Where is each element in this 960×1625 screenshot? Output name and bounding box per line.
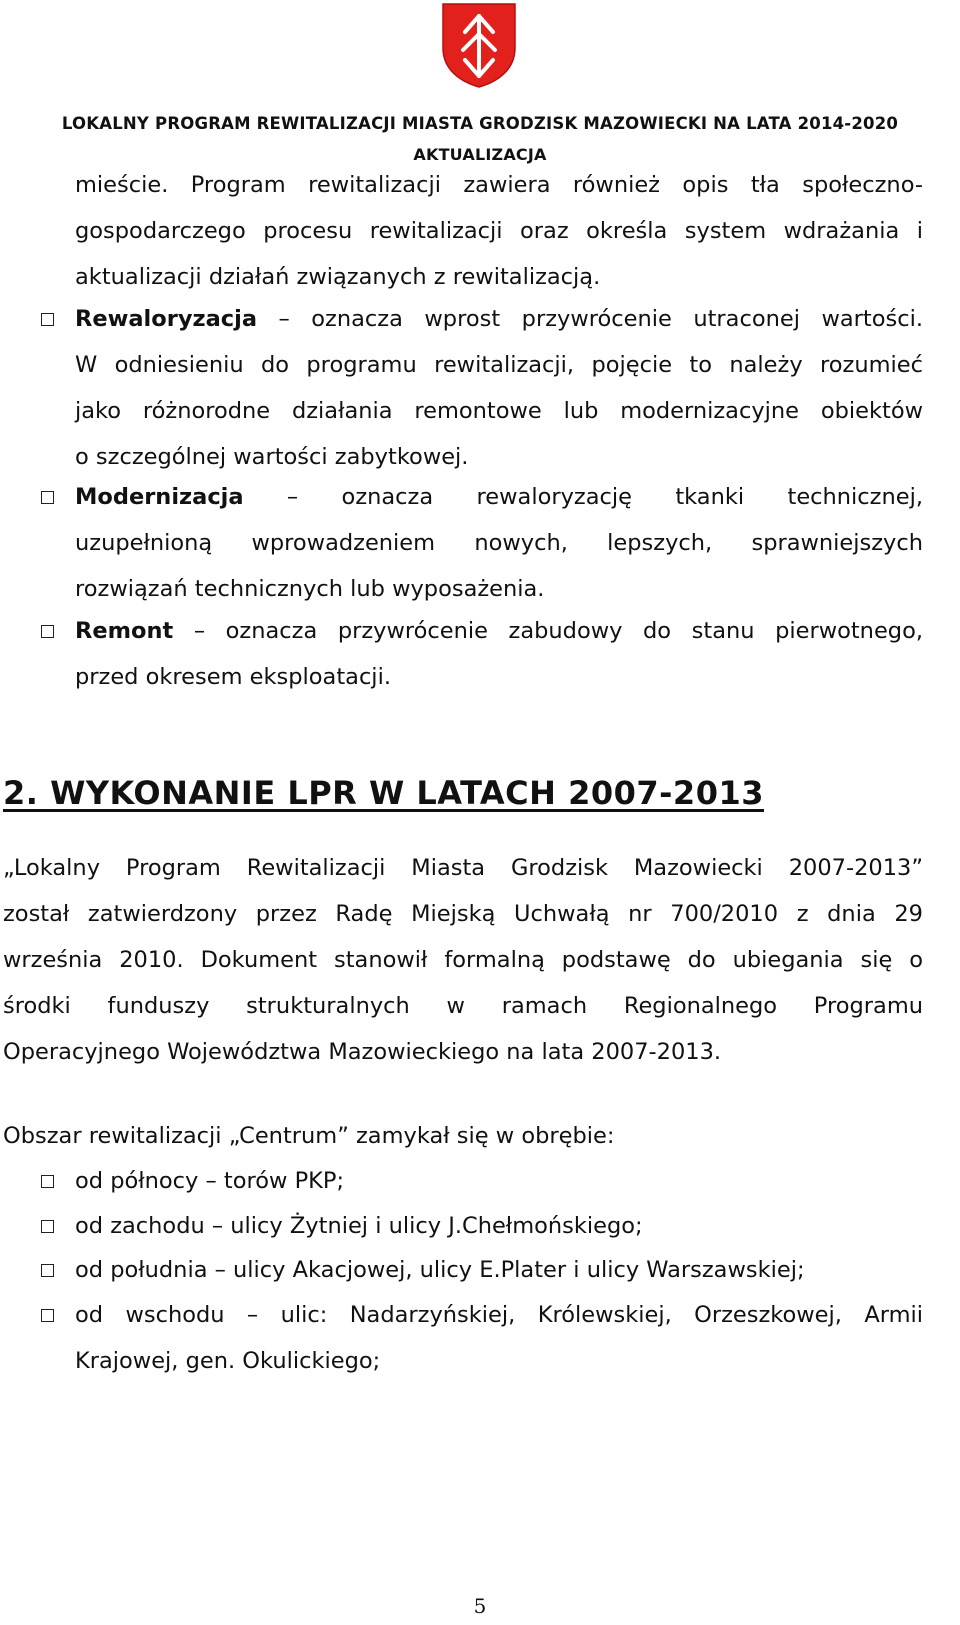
definition-line: przed okresem eksploatacji. bbox=[75, 664, 391, 690]
definition-remont bbox=[75, 608, 923, 700]
checkbox-bullet-icon bbox=[41, 1220, 54, 1233]
definition-line: o szczególnej wartości zabytkowej. bbox=[75, 444, 469, 470]
checkbox-bullet-icon bbox=[41, 1175, 54, 1188]
boundary-item bbox=[75, 1292, 923, 1384]
definition-line: W odniesieniu do programu rewitalizacji, pojęcie to należy rozumieć bbox=[75, 352, 923, 378]
definition-text: – oznacza rewaloryzację tkanki technicznej, bbox=[243, 484, 923, 510]
boundary-item: od południa – ulicy Akacjowej, ulicy E.Plater i ulicy Warszawskiej; bbox=[75, 1257, 805, 1283]
intro-paragraph bbox=[75, 162, 923, 300]
section-paragraph bbox=[3, 845, 923, 1075]
definition-text: – oznacza przywrócenie zabudowy do stanu pierwotnego, bbox=[173, 618, 923, 644]
intro-line: aktualizacji działań związanych z rewitalizacją. bbox=[75, 264, 601, 290]
definition-term: Modernizacja bbox=[75, 484, 244, 510]
paragraph-line: „Lokalny Program Rewitalizacji Miasta Grodzisk Mazowiecki 2007-2013” bbox=[3, 855, 923, 881]
paragraph-line: środki funduszy strukturalnych w ramach Regionalnego Programu bbox=[3, 993, 923, 1019]
document-header-title: LOKALNY PROGRAM REWITALIZACJI MIASTA GRODZISK MAZOWIECKI NA LATA 2014-2020 bbox=[61, 114, 899, 133]
boundary-item: od zachodu – ulicy Żytniej i ulicy J.Chełmońskiego; bbox=[75, 1213, 643, 1239]
page-number: 5 bbox=[473, 1594, 487, 1618]
checkbox-bullet-icon bbox=[41, 313, 54, 326]
document-header-subtitle: AKTUALIZACJA bbox=[413, 145, 547, 164]
checkbox-bullet-icon bbox=[41, 1264, 54, 1277]
checkbox-bullet-icon bbox=[41, 1309, 54, 1322]
area-intro: Obszar rewitalizacji „Centrum” zamykał się w obrębie: bbox=[3, 1123, 615, 1149]
definition-term: Rewaloryzacja bbox=[75, 306, 257, 332]
definition-term: Remont bbox=[75, 618, 174, 644]
intro-line: mieście. Program rewitalizacji zawiera również opis tła społeczno- bbox=[75, 172, 923, 198]
definition-text: – oznacza wprost przywrócenie utraconej wartości. bbox=[257, 306, 923, 332]
definition-modernizacja bbox=[75, 474, 923, 612]
definition-line: uzupełnioną wprowadzeniem nowych, lepszych, sprawniejszych bbox=[75, 530, 923, 556]
boundary-item: od północy – torów PKP; bbox=[75, 1168, 345, 1194]
paragraph-line: został zatwierdzony przez Radę Miejską Uchwałą nr 700/2010 z dnia 29 bbox=[3, 901, 923, 927]
definition-rewaloryzacja bbox=[75, 296, 923, 480]
intro-line: gospodarczego procesu rewitalizacji oraz określa system wdrażania i bbox=[75, 218, 923, 244]
checkbox-bullet-icon bbox=[41, 625, 54, 638]
paragraph-line: Operacyjnego Województwa Mazowieckiego na lata 2007-2013. bbox=[3, 1039, 722, 1065]
definition-line: rozwiązań technicznych lub wyposażenia. bbox=[75, 576, 545, 602]
boundary-line: od wschodu – ulic: Nadarzyńskiej, Królewskiej, Orzeszkowej, Armii bbox=[75, 1302, 923, 1328]
boundary-line: Krajowej, gen. Okulickiego; bbox=[75, 1348, 381, 1374]
checkbox-bullet-icon bbox=[41, 491, 54, 504]
definition-line: jako różnorodne działania remontowe lub modernizacyjne obiektów bbox=[75, 398, 923, 424]
section-heading: 2. WYKONANIE LPR W LATACH 2007-2013 bbox=[3, 774, 764, 812]
paragraph-line: września 2010. Dokument stanowił formalną podstawę do ubiegania się o bbox=[3, 947, 923, 973]
city-crest-icon bbox=[441, 2, 517, 88]
